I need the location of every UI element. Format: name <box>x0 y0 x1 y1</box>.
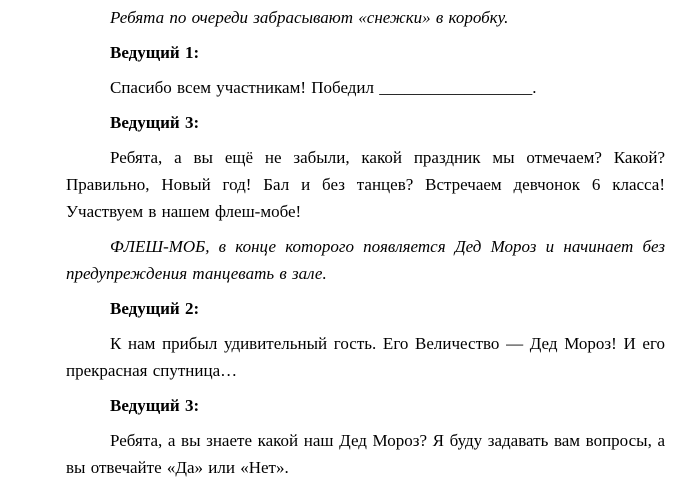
dialogue-thanks-winner-blank: Спасибо всем участникам! Победил __________________. <box>110 78 537 97</box>
dialogue-yes-no-questions: Ребята, а вы знаете какой наш Дед Мороз? Я буду задавать вам вопросы, а вы отвечайте «Да» или «Нет». <box>66 431 665 477</box>
stage-direction-flashmob: ФЛЕШ-МОБ, в конце которого появляется Дед Мороз и начинает без предупреждения танцевать в зале. <box>66 237 665 283</box>
stage-direction-snowballs: Ребята по очереди забрасывают «снежки» в коробку. <box>110 8 509 27</box>
speaker-heading-host3-second: Ведущий 3: <box>110 396 200 415</box>
dialogue-guest-arrival: К нам прибыл удивительный гость. Его Величество — Дед Мороз! И его прекрасная спутница… <box>66 334 665 380</box>
speaker-heading-host2: Ведущий 2: <box>110 299 200 318</box>
speaker-heading-host1: Ведущий 1: <box>110 43 200 62</box>
dialogue-holiday-question: Ребята, а вы ещё не забыли, какой праздник мы отмечаем? Какой? Правильно, Новый год! Бал и без танцев? Встречаем девчонок 6 класса! Участвуем в нашем флеш-мобе! <box>66 148 665 221</box>
speaker-heading-host3: Ведущий 3: <box>110 113 200 132</box>
